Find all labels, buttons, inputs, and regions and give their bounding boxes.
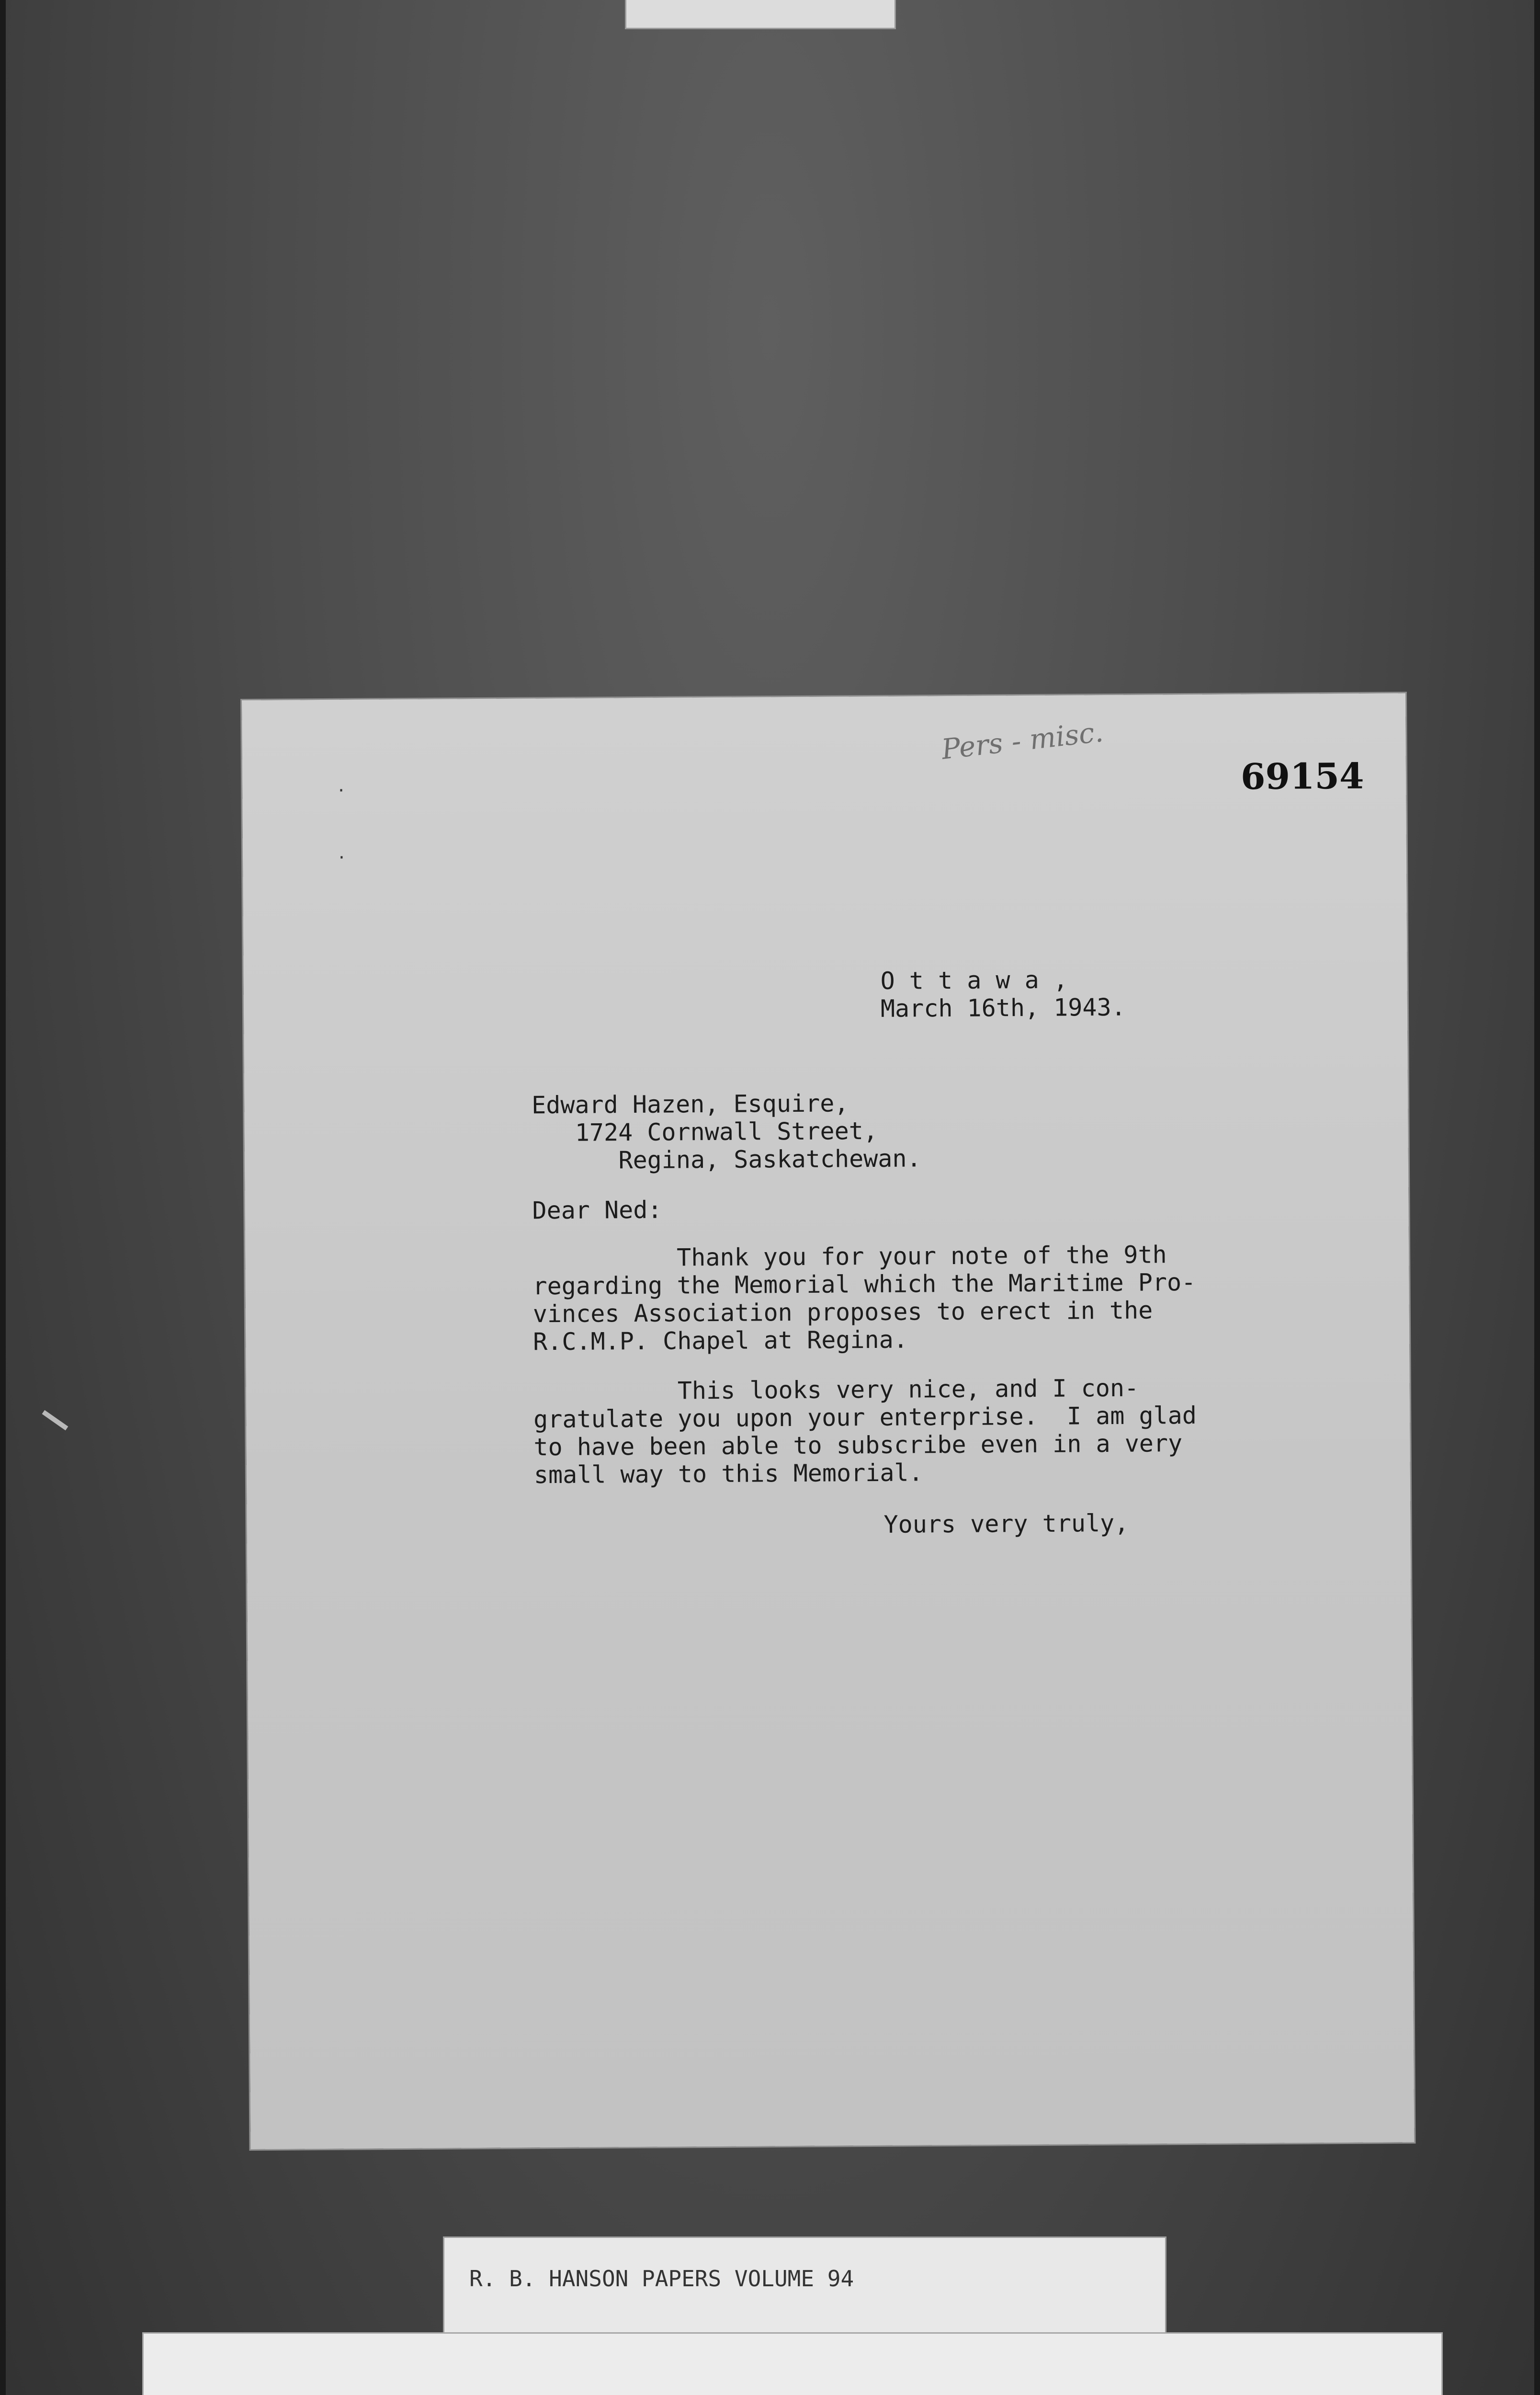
paragraph-line: gratulate you upon your enterprise. I am glad	[533, 1401, 1197, 1434]
archives-card	[144, 2334, 1441, 2395]
film-scratch	[42, 1410, 68, 1431]
handwritten-note: Pers - misc.	[940, 715, 1105, 766]
collection-label	[444, 2238, 1165, 2336]
letter-place: O t t a w a ,	[880, 966, 1068, 995]
salutation: Dear Ned:	[532, 1196, 662, 1225]
page-specks: · ·	[338, 779, 345, 869]
right-film-edge	[1534, 0, 1540, 2395]
letter-page	[242, 693, 1414, 2149]
paragraph-line: Thank you for your note of the 9th	[532, 1241, 1167, 1273]
paragraph-line: This looks very nice, and I con-	[533, 1374, 1139, 1406]
document-number: 69154	[1240, 755, 1364, 798]
address-line: Edward Hazen, Esquire,	[531, 1089, 849, 1119]
letter-date: March 16th, 1943.	[880, 993, 1126, 1023]
top-film-tab	[625, 0, 896, 29]
closing: Yours very truly,	[883, 1509, 1129, 1539]
address-line: 1724 Cornwall Street,	[532, 1117, 878, 1147]
paragraph-line: R.C.M.P. Chapel at Regina.	[533, 1325, 908, 1356]
left-film-edge	[0, 0, 6, 2395]
collection-label-text: R. B. HANSON PAPERS VOLUME 94	[469, 2266, 854, 2292]
paragraph-line: vinces Association proposes to erect in the	[532, 1296, 1153, 1328]
paragraph-line: to have been able to subscribe even in a very	[533, 1429, 1183, 1461]
paragraph-line: small way to this Memorial.	[533, 1459, 923, 1489]
paragraph-line: regarding the Memorial which the Maritime Pro-	[532, 1268, 1196, 1300]
address-line: Regina, Saskatchewan.	[532, 1144, 921, 1175]
